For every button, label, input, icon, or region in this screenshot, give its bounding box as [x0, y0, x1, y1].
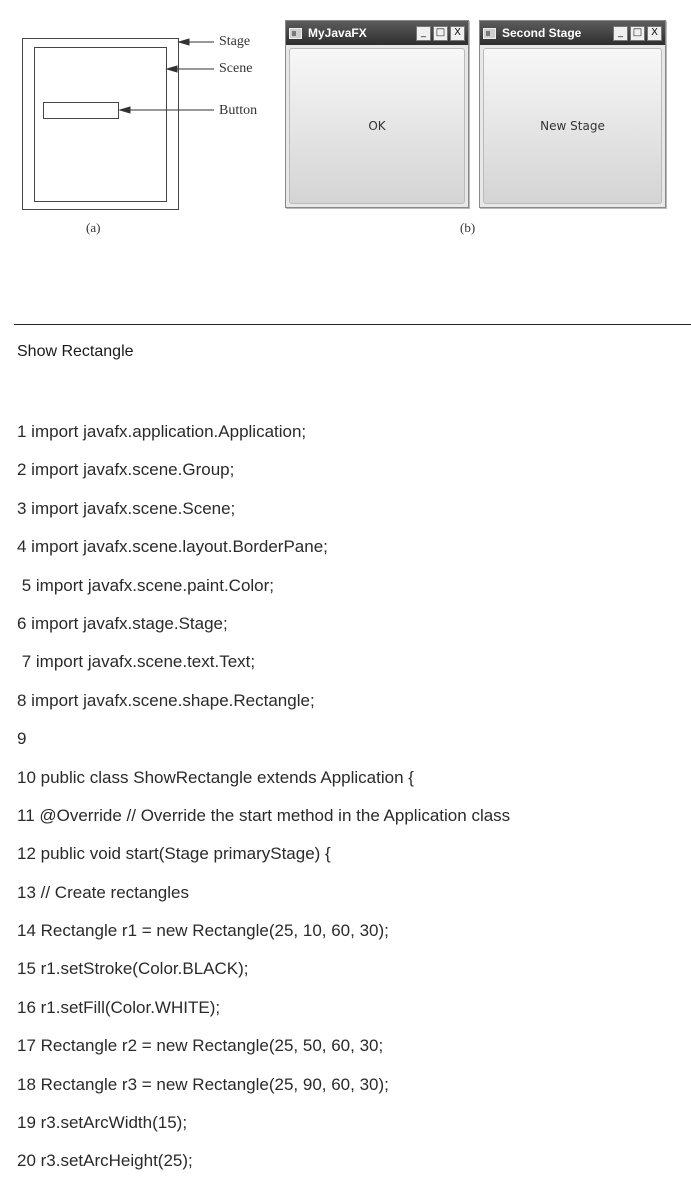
window-controls [613, 26, 662, 41]
section-title: Show Rectangle [17, 343, 134, 360]
code-line: 14 Rectangle r1 = new Rectangle(25, 10, 60, 30); [17, 921, 389, 941]
app-icon [289, 28, 302, 39]
code-line: 19 r3.setArcWidth(15); [17, 1113, 188, 1133]
minimize-icon[interactable]: _ [416, 26, 431, 41]
maximize-icon[interactable]: □ [630, 26, 645, 41]
stage-label: Stage [219, 34, 251, 49]
code-listing [17, 420, 687, 1188]
close-icon[interactable]: X [450, 26, 465, 41]
code-line: 10 public class ShowRectangle extends Application { [17, 767, 414, 787]
code-line: 6 import javafx.stage.Stage; [17, 613, 228, 633]
window-titlebar [286, 21, 468, 45]
scene-label: Scene [219, 61, 253, 76]
button-label: Button [219, 103, 258, 118]
maximize-icon[interactable]: □ [433, 26, 448, 41]
code-line: 20 r3.setArcHeight(25); [17, 1151, 193, 1171]
code-line: 9 [17, 729, 27, 749]
caption-b: (b) [460, 220, 476, 235]
button-arrow-head [120, 107, 130, 113]
caption-a: (a) [86, 220, 101, 235]
code-line: 5 import javafx.scene.paint.Color; [17, 575, 275, 595]
app-icon [483, 28, 496, 39]
ok-button[interactable]: OK [289, 48, 465, 204]
scene-arrow-head [167, 66, 177, 72]
figure [0, 0, 691, 250]
close-icon[interactable]: X [647, 26, 662, 41]
window-titlebar [480, 21, 665, 45]
code-line: 15 r1.setStroke(Color.BLACK); [17, 959, 249, 979]
code-line: 7 import javafx.scene.text.Text; [17, 652, 256, 672]
code-line: 16 r1.setFill(Color.WHITE); [17, 997, 221, 1017]
code-line: 1 import javafx.application.Application; [17, 422, 307, 441]
code-line: 3 import javafx.scene.Scene; [17, 498, 236, 518]
code-line: 17 Rectangle r2 = new Rectangle(25, 50, 60, 30; [17, 1036, 384, 1056]
divider [14, 324, 691, 325]
window-controls [416, 26, 465, 41]
code-line: 12 public void start(Stage primaryStage) { [17, 844, 331, 864]
window-second-stage [479, 20, 666, 208]
window-title: Second Stage [502, 26, 582, 40]
code-line: 8 import javafx.scene.shape.Rectangle; [17, 690, 315, 710]
code-line: 11 @Override // Override the start method in the Application class [17, 805, 511, 825]
code-line: 2 import javafx.scene.Group; [17, 460, 235, 480]
minimize-icon[interactable]: _ [613, 26, 628, 41]
code-line: 13 // Create rectangles [17, 882, 189, 902]
code-line: 4 import javafx.scene.layout.BorderPane; [17, 537, 328, 557]
new-stage-button[interactable]: New Stage [483, 48, 662, 204]
stage-arrow-head [179, 39, 189, 45]
window-title: MyJavaFX [308, 26, 367, 40]
window-myjavafx [285, 20, 469, 208]
code-line: 18 Rectangle r3 = new Rectangle(25, 90, 60, 30); [17, 1074, 389, 1094]
